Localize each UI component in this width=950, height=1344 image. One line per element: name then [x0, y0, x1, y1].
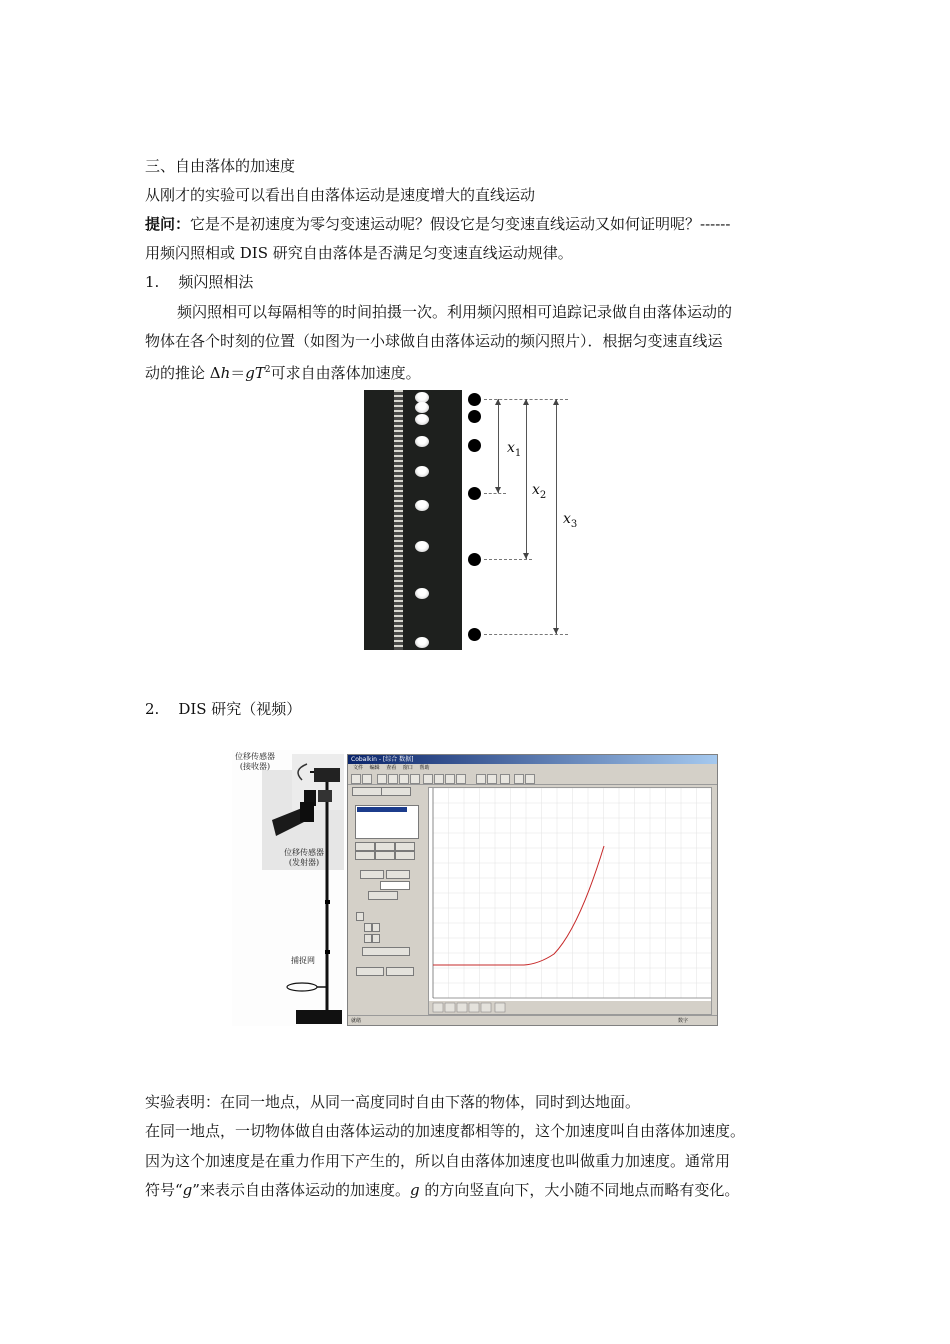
- toolbar-button[interactable]: [362, 774, 372, 784]
- menu-bar: [348, 764, 717, 772]
- method2-heading: [145, 699, 301, 719]
- apparatus-drawing: [232, 750, 344, 1026]
- reference-line: [484, 559, 532, 560]
- stop-icon[interactable]: [487, 774, 497, 784]
- reference-line: [484, 493, 506, 494]
- dis-software-window: [347, 754, 718, 1026]
- conclusion-line-2: 在同一地点，一切物体做自由落体运动的加速度都相等的，这个加速度叫自由落体加速度。: [145, 1122, 746, 1140]
- toolbar-button[interactable]: [388, 774, 398, 784]
- conclusion-line-4: [145, 1180, 739, 1200]
- menu-item[interactable]: 帮助: [419, 765, 430, 771]
- photo-ball: [415, 588, 429, 599]
- conclusion-suffix: 的方向竖直向下，大小随不同地点而略有变化。: [419, 1181, 740, 1199]
- toolbar: [348, 772, 717, 785]
- x2-dimension-line: [526, 399, 527, 559]
- panel-button[interactable]: [375, 842, 395, 851]
- photo-ball: [415, 402, 429, 413]
- question-label: 提问：: [145, 215, 191, 233]
- symbol-g: g: [409, 1181, 420, 1199]
- method1-heading: [145, 272, 253, 292]
- ball-position-dot: [468, 553, 481, 566]
- panel-button[interactable]: [355, 851, 375, 860]
- toolbar-button[interactable]: [500, 774, 510, 784]
- method1-number: 1.: [145, 273, 160, 291]
- panel-button[interactable]: [375, 851, 395, 860]
- method1-paragraph-line1: 频闪照相可以每隔相等的时间拍摄一次。利用频闪照相可追踪记录做自由落体运动的: [177, 303, 733, 321]
- formula-suffix: 可求自由落体加速度。: [270, 364, 421, 382]
- x1-label: $x_1$: [507, 440, 522, 459]
- window-title-bar: Cobalkin - [综合 数据]: [348, 755, 718, 764]
- method1-paragraph-line3: [145, 360, 421, 383]
- photo-ball: [415, 436, 429, 447]
- dis-figure: [232, 750, 718, 1026]
- toolbar-button[interactable]: [423, 774, 433, 784]
- toolbar-button[interactable]: [445, 774, 455, 784]
- checkbox[interactable]: [356, 912, 364, 921]
- menu-item[interactable]: 查看: [386, 765, 397, 771]
- flash-photo-figure: [362, 390, 592, 652]
- graph-area: [428, 787, 712, 1015]
- status-bar: [348, 1015, 717, 1026]
- ball-position-dot: [468, 410, 481, 423]
- photo-ball: [415, 466, 429, 477]
- toolbar-button[interactable]: [525, 774, 535, 784]
- panel-button[interactable]: [355, 842, 375, 851]
- formula-exponent: 2: [264, 365, 271, 375]
- method2-number: 2.: [145, 700, 160, 718]
- arrow-up-icon: [523, 399, 529, 405]
- spin-button[interactable]: [364, 934, 372, 943]
- spin-button[interactable]: [372, 923, 380, 932]
- ball-position-dot: [468, 487, 481, 500]
- x1-dimension-line: [498, 399, 499, 493]
- spin-button[interactable]: [364, 923, 372, 932]
- toolbar-button[interactable]: [456, 774, 466, 784]
- symbol-g: g: [182, 1181, 193, 1199]
- arrow-down-icon: [523, 553, 529, 559]
- formula-prefix: 动的推论 Δ: [145, 364, 221, 382]
- conclusion-line-1: 实验表明：在同一地点，从同一高度同时自由下落的物体，同时到达地面。: [145, 1093, 641, 1111]
- toolbar-button[interactable]: [434, 774, 444, 784]
- clear-button[interactable]: [368, 891, 398, 900]
- control-panel: [350, 787, 424, 1012]
- receiver-label: 位移传感器 (接收器): [235, 752, 275, 771]
- selected-row[interactable]: [357, 807, 407, 812]
- ball-position-dot: [468, 439, 481, 452]
- menu-item[interactable]: 编辑: [369, 765, 380, 771]
- photo-ball: [415, 500, 429, 511]
- menu-item[interactable]: 文件: [353, 765, 364, 771]
- formula-T: T: [254, 364, 265, 382]
- intro-line: 从刚才的实验可以看出自由落体运动是速度增大的直线运动: [145, 186, 536, 204]
- method2-title: DIS 研究（视频）: [178, 700, 302, 718]
- status-left: 就绪: [351, 1018, 362, 1024]
- x3-dimension-line: [556, 399, 557, 634]
- reference-line: [484, 634, 568, 635]
- method1-title: 频闪照相法: [178, 273, 254, 291]
- formula-eq: ＝: [230, 364, 246, 382]
- photo-ball: [415, 637, 429, 648]
- panel-button[interactable]: [362, 947, 410, 956]
- question-text: 它是不是初速度为零匀变速运动呢？假设它是匀变速直线运动又如何证明呢？------: [190, 215, 731, 233]
- question-line-2: 用频闪照相或 DIS 研究自由落体是否满足匀变速直线运动规律。: [145, 244, 573, 262]
- arrow-up-icon: [495, 399, 501, 405]
- ruler-scale: [394, 390, 403, 650]
- photo-ball: [415, 541, 429, 552]
- toolbar-button[interactable]: [399, 774, 409, 784]
- sample-rate-select[interactable]: [380, 881, 410, 890]
- start-button[interactable]: [360, 870, 384, 879]
- play-icon[interactable]: [476, 774, 486, 784]
- section-title: 三、自由落体的加速度: [145, 157, 296, 175]
- panel-button[interactable]: [356, 967, 384, 976]
- toolbar-button[interactable]: [351, 774, 361, 784]
- x2-label: $x_2$: [532, 482, 547, 501]
- toolbar-button[interactable]: [377, 774, 387, 784]
- position-time-graph: [429, 788, 711, 1014]
- conclusion-line-3: 因为这个加速度是在重力作用下产生的，所以自由落体加速度也叫做重力加速度。通常用: [145, 1152, 731, 1170]
- menu-item[interactable]: 窗口: [402, 765, 413, 771]
- question-paragraph: [145, 214, 730, 234]
- panel-tab[interactable]: [352, 787, 382, 796]
- status-right: 数字: [678, 1018, 689, 1024]
- toolbar-button[interactable]: [514, 774, 524, 784]
- stop-button[interactable]: [386, 870, 410, 879]
- toolbar-button[interactable]: [410, 774, 420, 784]
- photo-ball: [415, 414, 429, 425]
- data-list[interactable]: [355, 805, 419, 839]
- flash-photograph: [364, 390, 462, 650]
- method1-paragraph-line2: 物体在各个时刻的位置（如图为一小球做自由落体运动的频闪照片）．根据匀变速直线运: [145, 332, 723, 350]
- transmitter-label: 位移传感器 (发射器): [284, 848, 324, 867]
- ball-position-dot: [468, 628, 481, 641]
- arrow-up-icon: [553, 399, 559, 405]
- conclusion-mid: ”来表示自由落体运动的加速度。: [192, 1181, 410, 1199]
- formula-h: h: [220, 364, 231, 382]
- net-label: 捕捉网: [291, 956, 315, 965]
- arrow-down-icon: [553, 628, 559, 634]
- panel-button[interactable]: [386, 967, 414, 976]
- panel-button[interactable]: [395, 851, 415, 860]
- panel-tab[interactable]: [381, 787, 411, 796]
- spin-button[interactable]: [372, 934, 380, 943]
- x3-label: $x_3$: [563, 511, 578, 530]
- apparatus-photo: [232, 750, 344, 1026]
- ball-position-dot: [468, 393, 481, 406]
- conclusion-prefix: 符号“: [145, 1181, 183, 1199]
- panel-button[interactable]: [395, 842, 415, 851]
- arrow-down-icon: [495, 487, 501, 493]
- formula-g: g: [245, 364, 255, 382]
